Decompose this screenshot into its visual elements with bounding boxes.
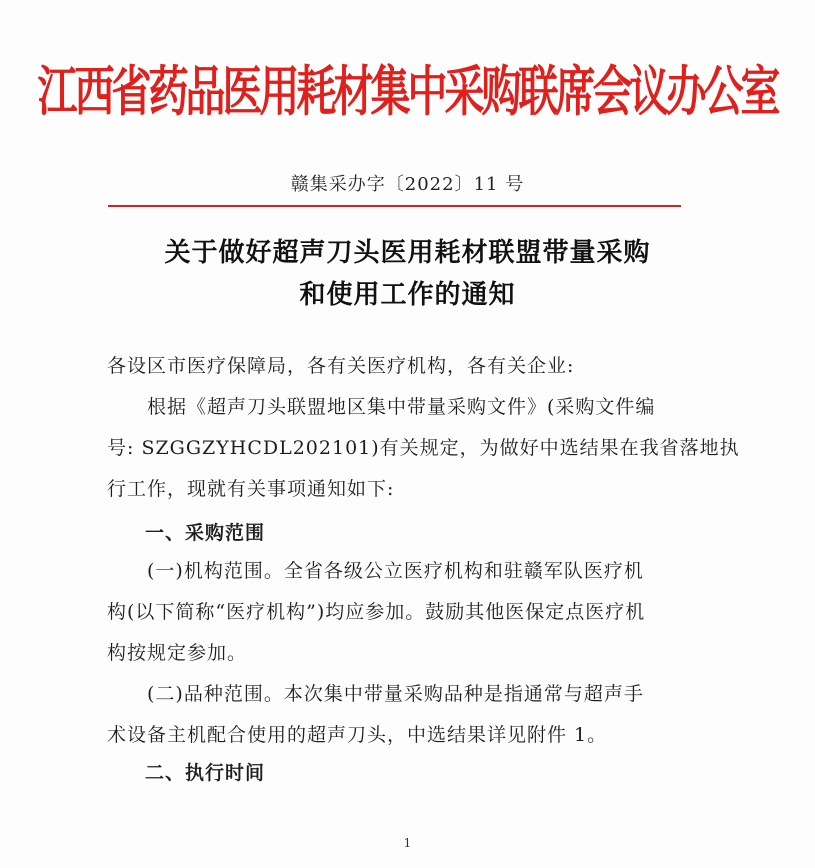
page-number: 1 (403, 836, 412, 850)
intro-paragraph-line: 行工作，现就有关事项通知如下: (107, 478, 395, 500)
issuing-organization-header: 江西省药品医用耗材集中采购联席会议办公室 (37, 60, 778, 124)
salutation: 各设区市医疗保障局，各有关医疗机构，各有关企业: (107, 355, 575, 377)
document-title-line-1: 关于做好超声刀头医用耗材联盟带量采购 (164, 238, 651, 268)
intro-paragraph-line: 号: SZGGZYHCDL202101)有关规定，为做好中选结果在我省落地执 (107, 437, 740, 459)
institution-scope-line: 构按规定参加。 (107, 642, 248, 664)
product-scope-line: 术设备主机配合使用的超声刀头，中选结果详见附件 1。 (107, 724, 608, 746)
section-heading-procurement-scope: 一、采购范围 (145, 522, 266, 544)
intro-paragraph-line: 根据《超声刀头联盟地区集中带量采购文件》(采购文件编 (107, 396, 656, 418)
section-heading-execution-time: 二、执行时间 (145, 762, 266, 784)
document-number: 赣集采办字〔2022〕11 号 (290, 174, 525, 195)
document-title-line-2: 和使用工作的通知 (299, 280, 516, 310)
institution-scope-line: 构(以下简称“医疗机构”)均应参加。鼓励其他医保定点医疗机 (107, 601, 646, 623)
product-scope-line: (二)品种范围。本次集中带量采购品种是指通常与超声手 (107, 683, 644, 705)
institution-scope-line: (一)机构范围。全省各级公立医疗机构和驻赣军队医疗机 (107, 560, 644, 582)
red-divider-line (108, 205, 681, 207)
